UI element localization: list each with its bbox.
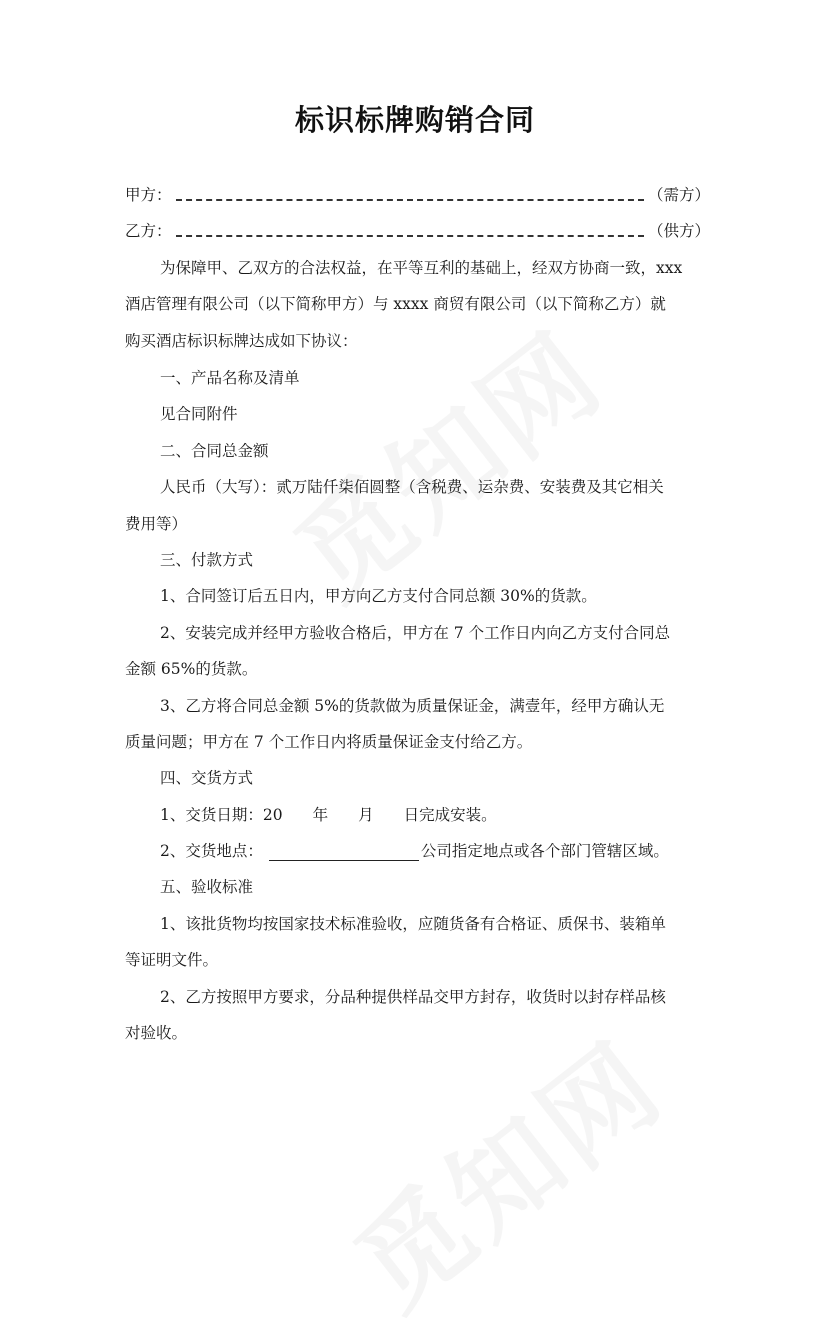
section-4-item-2 (160, 841, 710, 861)
party-b-line (125, 221, 710, 241)
delivery-date-prefix: 1、交货日期：20 (160, 806, 283, 824)
section-5-item-2-line-2: 对验收。 (125, 1024, 188, 1042)
section-5-item-1-line-1: 1、该批货物均按国家技术标准验收，应随货备有合格证、质保书、装箱单 (160, 915, 666, 933)
section-1-text: 见合同附件 (160, 405, 238, 423)
section-5-item-1-line-2: 等证明文件。 (125, 951, 219, 969)
section-5-title: 五、验收标准 (160, 878, 254, 896)
section-3-item-3-line-2: 质量问题；甲方在 7 个工作日内将质量保证金支付给乙方。 (125, 733, 533, 751)
party-a-line (125, 185, 710, 205)
delivery-place-prefix: 2、交货地点： (160, 842, 263, 860)
section-2-title: 二、合同总金额 (160, 442, 269, 460)
intro-line-3: 购买酒店标识标牌达成如下协议： (125, 332, 358, 350)
party-b-role: （供方） (647, 222, 710, 240)
delivery-date-month: 月 (358, 806, 374, 824)
section-3-item-1: 1、合同签订后五日内，甲方向乙方支付合同总额 30%的货款。 (160, 587, 597, 605)
section-3-title: 三、付款方式 (160, 551, 254, 569)
party-a-role: （需方） (647, 186, 710, 204)
page-title: 标识标牌购销合同 (294, 103, 535, 137)
party-a-blank (176, 199, 644, 201)
watermark-bottom (318, 1000, 690, 1338)
section-1-title: 一、产品名称及清单 (160, 369, 300, 387)
party-a-label: 甲方： (125, 186, 172, 204)
section-4-title: 四、交货方式 (160, 769, 254, 787)
section-3-item-3-line-1: 3、乙方将合同总金额 5%的货款做为质量保证金，满壹年，经甲方确认无 (160, 697, 665, 715)
intro-line-1: 为保障甲、乙双方的合法权益，在平等互利的基础上，经双方协商一致，xxx (160, 259, 683, 277)
section-5-item-2-line-1: 2、乙方按照甲方要求，分品种提供样品交甲方封存，收货时以封存样品核 (160, 988, 666, 1006)
section-4-item-1 (160, 805, 710, 825)
delivery-place-blank (269, 844, 419, 861)
section-2-text-1: 人民币（大写）：贰万陆仟柒佰圆整（含税费、运杂费、安装费及其它相关 (160, 478, 664, 496)
section-2-text-2: 费用等） (125, 515, 188, 533)
delivery-date-suffix: 日完成安装。 (403, 806, 497, 824)
intro-line-2: 酒店管理有限公司（以下简称甲方）与 xxxx 商贸有限公司（以下简称乙方）就 (125, 295, 666, 313)
section-3-item-2-line-1: 2、安装完成并经甲方验收合格后，甲方在 7 个工作日内向乙方支付合同总 (160, 624, 671, 642)
delivery-place-suffix: 公司指定地点或各个部门管辖区域。 (420, 842, 669, 860)
delivery-date-year: 年 (312, 806, 329, 824)
section-3-item-2-line-2: 金额 65%的货款。 (125, 660, 258, 678)
party-b-label: 乙方： (125, 222, 172, 240)
party-b-blank (176, 235, 644, 237)
